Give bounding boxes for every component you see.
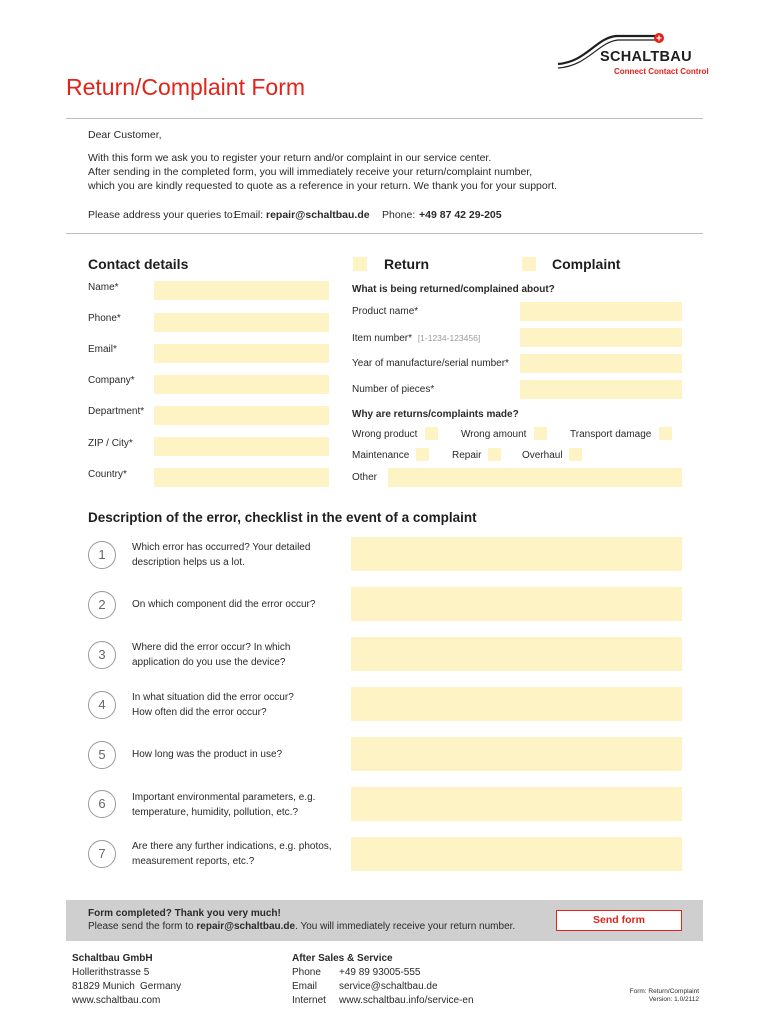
transport-damage-label: Transport damage: [570, 429, 652, 440]
submit-bar: [66, 900, 703, 941]
step-1-circle: 1: [88, 541, 116, 569]
step-3-question: [132, 640, 332, 670]
email-label: Email*: [88, 344, 117, 355]
why-heading: Why are returns/complaints made?: [352, 409, 519, 420]
footer-service-title: After Sales & Service: [292, 953, 393, 964]
pieces-label: Number of pieces*: [352, 384, 435, 395]
step-6-circle: 6: [88, 790, 116, 818]
country-field[interactable]: [154, 468, 329, 487]
step-3-answer-field[interactable]: [351, 637, 682, 671]
step-5-circle: 5: [88, 741, 116, 769]
department-field[interactable]: [154, 406, 329, 425]
greeting: Dear Customer,: [88, 129, 162, 141]
other-label: Other: [352, 472, 378, 483]
intro-line-1: With this form we ask you to register your return and/or complaint in our service center.: [88, 152, 492, 164]
item-number-placeholder: [1-1234-123456]: [417, 333, 481, 343]
brand-name: SCHALTBAU: [600, 49, 692, 65]
brand-tagline: Connect Contact Control: [614, 67, 709, 76]
step-7-line-2: measurement reports, etc.?: [132, 856, 255, 867]
name-field[interactable]: [154, 281, 329, 300]
footer-internet-label: Internet: [292, 995, 326, 1006]
step-4-line-1: In what situation did the error occur?: [132, 692, 294, 703]
step-7-answer-field[interactable]: [351, 837, 682, 871]
department-label: Department*: [88, 406, 145, 417]
product-name-label: Product name*: [352, 306, 419, 317]
overhaul-label: Overhaul: [522, 450, 563, 461]
item-number-label: [352, 331, 480, 346]
step-3-circle: 3: [88, 641, 116, 669]
name-label: Name*: [88, 282, 119, 293]
step-3-line-1: Where did the error occur? In which: [132, 642, 291, 653]
intro-line-2: After sending in the completed form, you will immediately receive your return/complaint number,: [88, 166, 533, 178]
queries-email-link[interactable]: repair@schaltbau.de: [266, 209, 370, 221]
submit-bar-prefix: Please send the form to: [88, 921, 194, 932]
pieces-field[interactable]: [520, 380, 682, 399]
submit-bar-instructions: [88, 921, 515, 932]
wrong-amount-label: Wrong amount: [461, 429, 527, 440]
step-2-question: [132, 597, 332, 612]
maintenance-checkbox[interactable]: [416, 448, 429, 461]
country-label: Country*: [88, 469, 127, 480]
title-divider: [66, 118, 703, 119]
step-7-circle: 7: [88, 840, 116, 868]
product-name-field[interactable]: [520, 302, 682, 321]
step-6-question: [132, 790, 332, 820]
item-number-field[interactable]: [520, 328, 682, 347]
footer-company: Schaltbau GmbH: [72, 953, 153, 964]
step-4-question: [132, 690, 332, 720]
overhaul-checkbox[interactable]: [569, 448, 582, 461]
intro-divider: [66, 233, 703, 234]
submit-bar-suffix: . You will immediately receive your return number.: [295, 921, 516, 932]
step-3-line-2: application do you use the device?: [132, 657, 286, 668]
step-7-question: [132, 839, 342, 869]
page-title: Return/Complaint Form: [66, 74, 306, 100]
maintenance-label: Maintenance: [352, 450, 410, 461]
footer-version: Version: 1.0/2112: [648, 996, 699, 1003]
other-field[interactable]: [388, 468, 682, 487]
step-2-line-1: On which component did the error occur?: [132, 599, 316, 610]
wrong-product-label: Wrong product: [352, 429, 418, 440]
phone-field[interactable]: [154, 313, 329, 332]
step-6-line-1: Important environmental parameters, e.g.: [132, 792, 316, 803]
footer-phone-value: +49 89 93005-555: [339, 967, 421, 978]
contact-section-title: Contact details: [88, 256, 189, 272]
zip-city-field[interactable]: [154, 437, 329, 456]
footer-email-label: Email: [292, 981, 318, 992]
submit-bar-heading: Form completed? Thank you very much!: [88, 908, 281, 919]
queries-label: Please address your queries to:: [88, 209, 236, 221]
return-checkbox[interactable]: [353, 257, 367, 271]
send-form-button[interactable]: Send form: [556, 910, 682, 931]
repair-checkbox[interactable]: [488, 448, 501, 461]
what-heading: What is being returned/complained about?: [352, 284, 555, 295]
step-1-question: [132, 540, 332, 570]
phone-label: Phone*: [88, 313, 121, 324]
repair-label: Repair: [452, 450, 482, 461]
step-6-line-2: temperature, humidity, pollution, etc.?: [132, 807, 299, 818]
footer-street: Hollerithstrasse 5: [72, 967, 150, 978]
step-2-answer-field[interactable]: [351, 587, 682, 621]
email-field[interactable]: [154, 344, 329, 363]
wrong-product-checkbox[interactable]: [425, 427, 438, 440]
step-4-line-2: How often did the error occur?: [132, 707, 267, 718]
complaint-label: Complaint: [552, 256, 621, 272]
step-4-answer-field[interactable]: [351, 687, 682, 721]
company-label: Company*: [88, 375, 135, 386]
footer-city: 81829 Munich: [72, 981, 135, 992]
footer-internet-value[interactable]: www.schaltbau.info/service-en: [339, 995, 474, 1006]
return-label: Return: [384, 256, 430, 272]
checklist-title: Description of the error, checklist in the event of a complaint: [88, 510, 477, 525]
item-number-text: Item number*: [352, 333, 413, 344]
footer-phone-label: Phone: [292, 967, 321, 978]
footer-form-id: Form: Return/Complaint: [629, 988, 699, 995]
step-7-line-1: Are there any further indications, e.g. photos,: [132, 841, 332, 852]
year-serial-label: Year of manufacture/serial number*: [352, 358, 509, 369]
company-field[interactable]: [154, 375, 329, 394]
step-4-circle: 4: [88, 691, 116, 719]
submit-bar-email[interactable]: repair@schaltbau.de: [196, 921, 296, 932]
step-1-answer-field[interactable]: [351, 537, 682, 571]
queries-phone-value: +49 87 42 29-205: [419, 209, 502, 221]
step-1-line-1: Which error has occurred? Your detailed: [132, 542, 311, 553]
queries-email-label: Email:: [234, 209, 264, 221]
complaint-checkbox[interactable]: [522, 257, 536, 271]
step-1-line-2: description helps us a lot.: [132, 557, 245, 568]
footer-email-value[interactable]: service@schaltbau.de: [339, 981, 438, 992]
zip-city-label: ZIP / City*: [88, 438, 133, 449]
step-5-line-1: How long was the product in use?: [132, 749, 283, 760]
footer-country: Germany: [140, 981, 182, 992]
step-2-circle: 2: [88, 591, 116, 619]
intro-line-3: which you are kindly requested to quote as a reference in your return. We thank you for your support.: [88, 180, 558, 192]
step-5-answer-field[interactable]: [351, 737, 682, 771]
step-5-question: [132, 747, 332, 762]
transport-damage-checkbox[interactable]: [659, 427, 672, 440]
wrong-amount-checkbox[interactable]: [534, 427, 547, 440]
footer-website[interactable]: www.schaltbau.com: [72, 995, 161, 1006]
step-6-answer-field[interactable]: [351, 787, 682, 821]
year-serial-field[interactable]: [520, 354, 682, 373]
brand-logo: [556, 28, 709, 80]
queries-phone-label: Phone:: [382, 209, 416, 221]
